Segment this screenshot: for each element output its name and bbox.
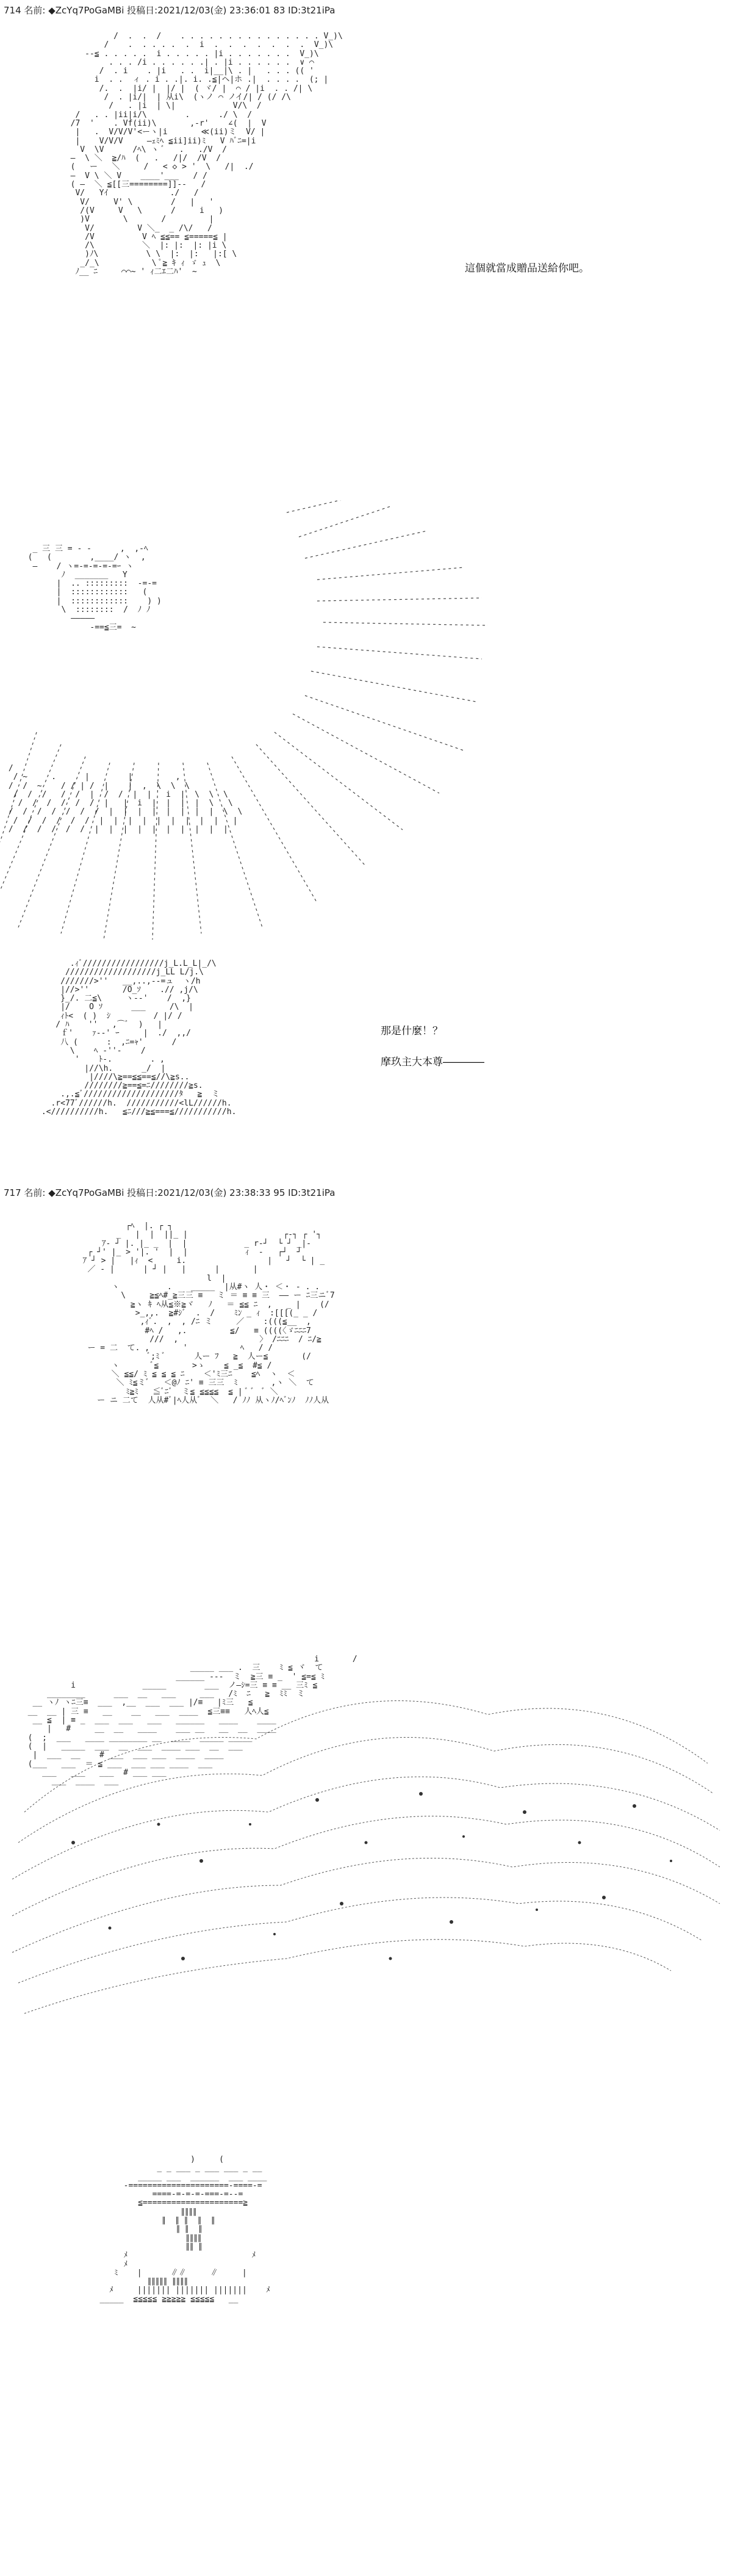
ascii-art-sound-effect: ┌ﾍ |. ┌ ┐ _ | | ||_ | ┌‐┐ ┌ '┐ ｱ‐ ┘ |. |_ _ | | _ r‐┘ └ ┘ _|- ┌ ┘' |_ > '|. ' | | ｨ ‐ ┌┘ ┘ ｱ ┘ > | |ｨ < i. | ┘ └ | _ ／ ‐ | | ┘ | | | | l | ヽ . _____ |从#ヽ 人・ ＜・ - . . \ ≧≦ﾍ#_≧三三 ≡ ミ ＝ ≡ ≡ 三 ―― ー ﾆ三ニﾞ7 ≧ヽ ｷ ﾍ从≦※≧ヾ ﾉ ＝ ≦≦ ﾆ , _ | (/ >_,,. ≧#ｼﾞ . / ﾐﾝ _ ｨ :[[[(_ _ / ,ｨﾞ. , , /ﾆ ミ ／ :(((≦__ , #ﾍ / ,. ≦/ ≡ ((((〈ゞﾆﾆﾆ7 /// , 〉 /ﾆﾆﾆ / ﾆ/≧ ー = 二 て. , ' ﾍ / / ﾞ;ﾐ ﾞ 人ー ﾌ ≧ 人ー≦ (/ ヽ ﾞ≦ >ゝ ≦ _≦ #≦ / ＼ ≦≦/ ﾐ ≦ ≦ ≦ ﾆ ＜'ﾐ三ﾆ ≦ﾍ ヽ ＜ ＼ ﾐ≦ミﾞ ＜@ﾉ ﾆ' ≡ 三三 ﾐ ,ヽ ＼ て ﾐ≧ﾐ ≦ﾞﾆﾞ ミ≦ ≦≦≦≦ ≦ | ﾞ ﾞ ﾞ ＼ ー ニ 二て 人从#ﾞ|ﾍ人从ﾞ ＼ / ﾉﾉ 从ヽﾉ/ﾍﾞﾝﾉ ﾉﾉ人从 [82, 1221, 335, 1405]
ascii-art-tower-figure: ) ( _ _ ___ _ ___ ___ _ __ _____ ___ ______ ___ ____ -=====================-====-= ====-=-=-=-===-=--= ≦=====================≧ ∥∥∥∥ ∥ ∥ ∥ ∥ ∥ ∥ ∥ ∥ ∥∥∥∥ ∥∥ ∥ ﾒ ﾒ ﾒ ﾐ | ∥∥ ∥ | ∥∥∥∥∥ ∥∥∥∥ ﾒ ||||||| ||||||| ||||||| ﾒ _____ ≦≦≦≦≦ ≧≧≧≧≧ ≦≦≦≦≦ __ [99, 2155, 270, 2304]
ascii-art-crowd: i / _____ ___ . 三 ﾐ ≦ ヾ て ______ --- ミ ≧三 ≡ _ ' ≦=≦ ﾐ i _____ ___ ノ―ｼ=三 ≡ ≡ __ 三ﾐ ≦ ________ ___ __ ___ ___ /ﾐ ﾆ ≧ ﾐﾐ ミ __ ヽﾉ ヽﾆ三≡ ___ ,__ ___ ___ |/≡ |ﾐ三 ≦ __ __ | 三 ≡ __ __ ___ ____ ≦三≡≡ 人ﾍ人≦ __ ≦ | ≡ _ ___ ___ ___ ______ ____ ____ | # __ __ ____ ___ __ __ __ ____ ( ; ___ ____ ________ __ ____ _____ _____ ( | _____ ___ __ ___ ____ ___ __ ___ | ___ __ # ___ ___ ___ ____ ____ (___ ___ ＝ ≦ ___ ___ ___ ____ ___ ___ ___ ___ # ___ ___ ___ ____ ___ [27, 1655, 357, 1786]
post-header-714: 714 名前: ◆ZcYq7PoGaMBi 投稿日:2021/12/03(金) 23:36:01 83 ID:3t21iPa [4, 5, 336, 16]
ascii-art-ground-lines: / / ~ . | | , / / ~ / / | / | | , \ \ \ / / / / / | / / | | i | \ \ \ / / / / / / | | i | | | | \ \ / / / / / / / | | | | | | | | \ \ / / / / / / | | | | | | | | | | / / / / / / | | | | | | | | | | [8, 764, 243, 835]
dialogue-gift: 這個就當成贈品送給你吧。 [465, 262, 589, 275]
ascii-art-character: / . . / . . . . . . . . . . . . . . . V_)\ / . . . . . . i . . . . . . . V_)\ --≦ . . . . . i . . . . . |i . . . . . . . V_)\ . . . /i . . . . . .| . |i . . . . . . ∨ ⌒ / . i . |i . . i|__|\ . | . . . (( ' i . . ィ . i . .|. i. .≦|ヘ|ホ .| . . . . (; | /. . |i/ | |/ | ( ヾ/ | ⌒ / |i . . /| \ / . |i/| | 从i\ (ヽノ ⌒ ノイ/| / (/ /\ / . |i | \| V/\ / / . . |ii|i/\ . ./ \ / /7 ' . Vf(ii)\ ,-r' ∠( | V | . V/V/V'<ーヽ|i ≪(ii)ミ V/ | | V/V/V ―ｪﾐﾍ ≦ii]ii)ﾐ V ﾊﾞﾆ=|i V \V /ﾍ\ ヽ ﾞ . ./V / ― \ ＼ ≧/ﾊ ( . /|/ /V / ( ー ＼ / < ◇ > ' \ /| ./ ― V \ ＼ V ____'___ / / ( ― ＼ ≦[[三========]]-- / V/ Yｲ ./ / V/ V' \ / | ' /(V V \ / i ) )V \ / | V/ V ＼_ _ /\/ / /V V ﾍ ≦≦== ≦=====≦ | /\ ＼ |: |: |: |i \ )ﾉ\ \ \ |: |: |:[ \ _/_\ \ ﾟ≧ ｷ ｨ ゞ ｭ \ ﾉ__ ﾆ ⌒⌒~ ' ｨ二ｴ二ﾊ' ~ [70, 32, 343, 277]
ascii-art-surprised-character: .ｨﾞ/////////////////j_L.L_L|_/\ ///////////////////j_LL L/j.\ ///////>'' __,..,--=ュ ヽ/h |//>'' /O_ｿ .// ,j/\ }_/. 二≦\ ヽ--' / ,} |/ O ｿ ___ /\ | ｨﾄ< ( ) ｼ / |/ / / ﾊ '' ,⌒ﾞ ) | ｆ' ｧ--' ｰ | ./ ,,/ 八 ( : ,ﾆ=ｬ' / \ ﾍ ‐''‐ / ' ﾄ-. . , |//\h. _/ | |////\≧==≦≦==≦//\≧s.. ////////≧==≦=ﾆ////////≧s. .,.≦ﾞ////////////////////ﾀ ≧ ミ .r<77ﾞ//////h. ///////////<lL//////h. .<//////////h. ≦ﾆ///≧≦===≦///////////h. [41, 959, 237, 1117]
dialogue-what-is-that: 那是什麼！？ [381, 1025, 443, 1037]
post-header-717: 717 名前: ◆ZcYq7PoGaMBi 投稿日:2021/12/03(金) 23:38:33 95 ID:3t21iPa [4, 1187, 336, 1198]
ascii-art-hand-burst: _ 三 三 = - - , ,-ﾍ ( ( ,____/ ヽ , ― / ヽ=-=-=-=-=ｰ ヽ ﾉ _______ Y | .. ::::::::: -=-= | :::::::::::: ( | :::::::::::: ) ) \ :::::::: / ﾉ ﾉ ――――― -==≦三= ~ [27, 544, 162, 632]
dialogue-main-body: 摩玖主大本尊―――― [381, 1056, 484, 1068]
